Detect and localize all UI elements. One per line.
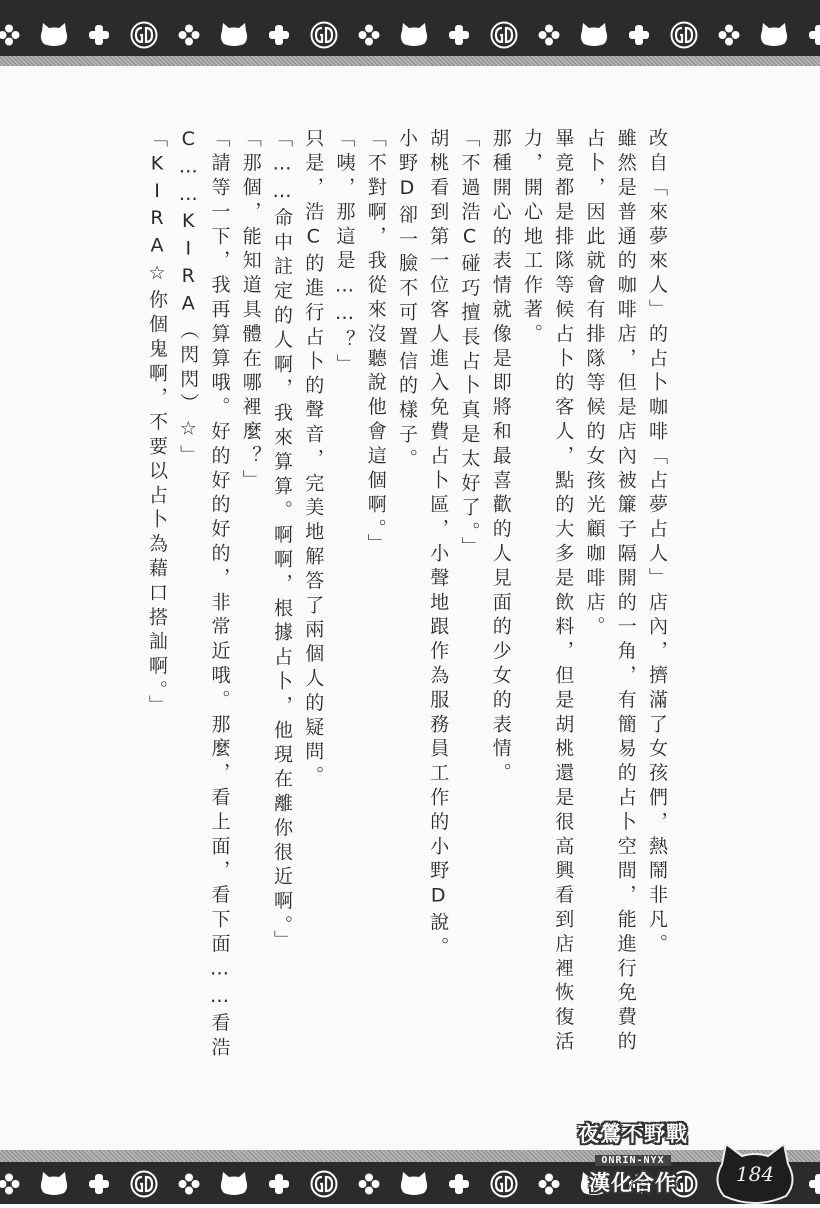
text-column: 小野D卻一臉不可置信的樣子。 <box>395 128 419 473</box>
text-column: 「咦，那這是……？」 <box>333 128 357 378</box>
cat-icon <box>211 1166 256 1202</box>
top-decorative-border <box>0 0 820 56</box>
gd-logo-icon <box>661 17 706 53</box>
cross-icon <box>436 1166 481 1202</box>
cross-icon <box>256 1166 301 1202</box>
cross-icon <box>256 17 301 53</box>
cross-icon <box>76 17 121 53</box>
clover-icon <box>706 17 751 53</box>
logo-line-1: 夜鶯不野戰 <box>563 1118 703 1148</box>
text-column: 那種開心的表情就像是即將和最喜歡的人見面的少女的表情。 <box>489 128 513 787</box>
text-column: 雖然是普通的咖啡店，但是店內被簾子隔開的一角，有簡易的占卜空間，能進行免費的 <box>614 128 638 1055</box>
text-column: 占卜，因此就會有排隊等候的女孩光顧咖啡店。 <box>583 128 607 640</box>
text-column: 胡桃看到第一位客人進入免費占卜區，小聲地跟作為服務員工作的小野D說。 <box>426 128 450 961</box>
top-halftone-strip <box>0 56 820 66</box>
text-column: 只是，浩C的進行占卜的聲音，完美地解答了兩個人的疑問。 <box>301 128 325 790</box>
clover-icon <box>166 1166 211 1202</box>
cross-icon <box>796 17 820 53</box>
text-column: 「不過浩C碰巧擅長占卜真是太好了。」 <box>458 128 482 561</box>
cross-icon <box>436 17 481 53</box>
cat-icon <box>571 17 616 53</box>
cross-icon <box>76 1166 121 1202</box>
gd-logo-icon <box>301 1166 346 1202</box>
gd-logo-icon <box>121 1166 166 1202</box>
clover-icon <box>346 1166 391 1202</box>
clover-icon <box>0 17 31 53</box>
cat-icon <box>31 17 76 53</box>
text-column: 力，開心地工作著。 <box>520 128 544 348</box>
top-icon-row <box>0 17 820 53</box>
page-number-badge <box>712 1142 798 1204</box>
text-column: 畢竟都是排隊等候占卜的客人，點的大多是飲料，但是胡桃還是很高興看到店裡恢復活 <box>551 128 575 1055</box>
clover-icon <box>526 17 571 53</box>
cat-icon <box>391 1166 436 1202</box>
text-column: 「請等一下，我再算算哦。好的好的好的，非常近哦。那麼，看上面，看下面……看浩 <box>208 128 232 1061</box>
logo-line-3: 漢化合作 <box>563 1167 703 1197</box>
text-column: 「KIRA☆你個鬼啊，不要以占卜為藉口搭訕啊。」 <box>145 128 169 719</box>
gd-logo-icon <box>481 1166 526 1202</box>
cross-icon <box>796 1166 820 1202</box>
logo-line-2: ONRIN-NYX <box>595 1155 670 1166</box>
cat-icon <box>211 17 256 53</box>
cross-icon <box>616 17 661 53</box>
text-column: 改自「來夢來人」的占卜咖啡「占夢占人」店內，擠滿了女孩們，熱鬧非凡。 <box>645 128 669 958</box>
text-column: C……KIRA（閃閃）☆」 <box>176 128 200 469</box>
text-column: 「那個，能知道具體在哪裡麼？」 <box>239 128 263 494</box>
gd-logo-icon <box>481 17 526 53</box>
cat-icon <box>31 1166 76 1202</box>
gd-logo-icon <box>301 17 346 53</box>
cat-icon <box>751 17 796 53</box>
clover-icon <box>166 17 211 53</box>
page-number: 184 <box>712 1162 798 1186</box>
text-column: 「不對啊，我從來沒聽說他會這個啊。」 <box>364 128 388 558</box>
text-column: 「……命中註定的人啊，我來算算。啊啊，根據占卜，他現在離你很近啊。」 <box>270 128 294 954</box>
cat-icon <box>391 17 436 53</box>
gd-logo-icon <box>121 17 166 53</box>
clover-icon <box>346 17 391 53</box>
clover-icon <box>0 1166 31 1202</box>
scanlation-group-logo <box>563 1118 703 1202</box>
